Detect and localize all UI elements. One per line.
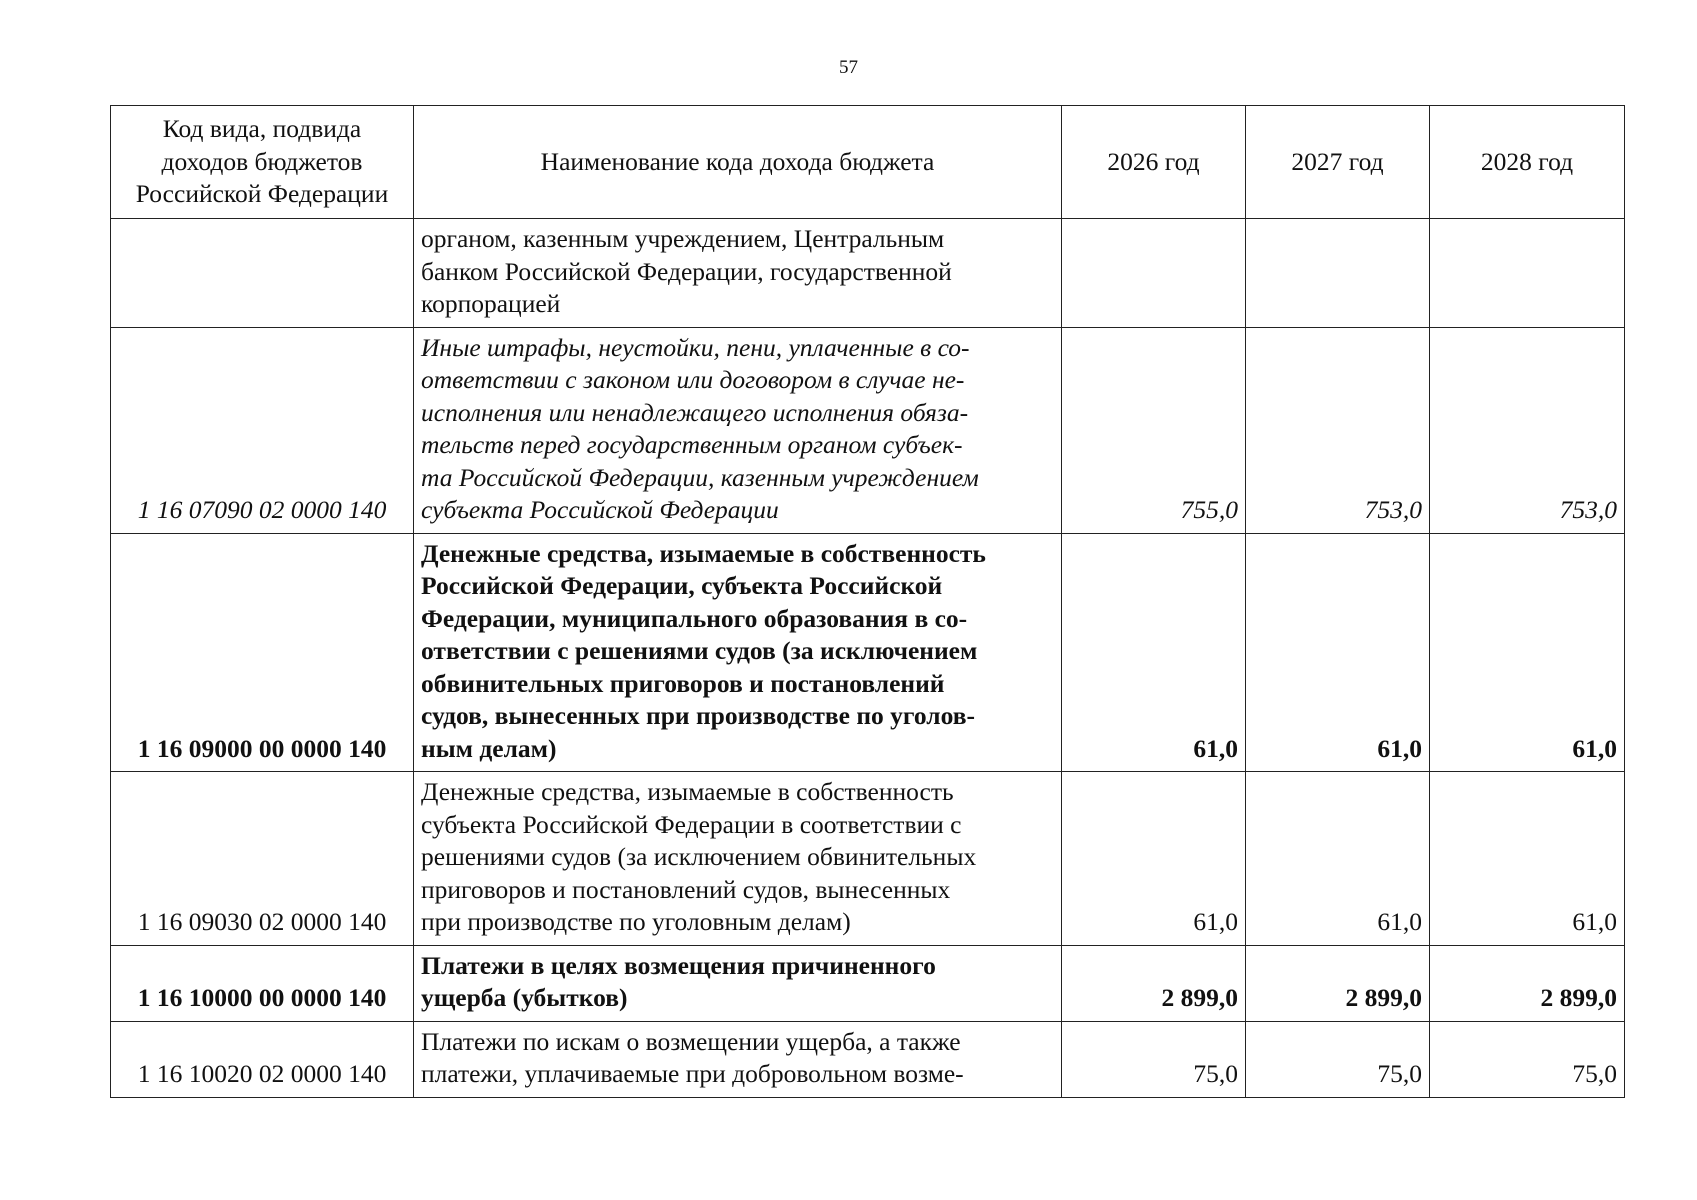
table-body — [111, 219, 1625, 1098]
header-year-2027: 2027 год — [1246, 106, 1430, 219]
header-code-line: Код вида, подвида — [162, 114, 362, 144]
table-row — [111, 945, 1625, 1021]
revenue-name-line: органом, казенным учреждением, Центральным — [421, 224, 945, 253]
revenue-name-line: Денежные средства, изымаемые в собственность — [421, 538, 986, 568]
cell-amount-2026: 61,0 — [1062, 533, 1246, 772]
revenue-name-line: Иные штрафы, неустойки, пени, уплаченные в со- — [421, 332, 970, 362]
revenue-name-line: Денежные средства, изымаемые в собственность — [421, 777, 954, 806]
header-code — [111, 106, 414, 219]
header-year-2026: 2026 год — [1062, 106, 1246, 219]
cell-revenue-name — [414, 533, 1062, 772]
table-row — [111, 1021, 1625, 1097]
cell-amount-2026: 75,0 — [1062, 1021, 1246, 1097]
revenue-name-line: ным делам) — [421, 733, 557, 763]
cell-amount-2028: 61,0 — [1430, 533, 1625, 772]
cell-amount-2026: 2 899,0 — [1062, 945, 1246, 1021]
table-row — [111, 219, 1625, 328]
cell-revenue-name — [414, 772, 1062, 946]
cell-amount-2028: 753,0 — [1430, 327, 1625, 533]
revenue-name-line: банком Российской Федерации, государственной — [421, 256, 952, 286]
cell-amount-2026: 61,0 — [1062, 772, 1246, 946]
cell-revenue-code: 1 16 07090 02 0000 140 — [111, 327, 414, 533]
page-number: 57 — [839, 57, 858, 78]
budget-revenue-table — [110, 105, 1625, 1098]
revenue-name-line: ущерба (убытков) — [421, 983, 628, 1012]
revenue-name-line: ответствии с законом или договором в случае не- — [421, 365, 965, 394]
revenue-name-line: приговоров и постановлений судов, вынесенных — [421, 874, 951, 904]
revenue-name-line: Платежи по искам о возмещении ущерба, а также — [421, 1026, 961, 1056]
revenue-name-line: субъекта Российской Федерации — [421, 495, 779, 524]
cell-revenue-name — [414, 327, 1062, 533]
cell-amount-2027: 2 899,0 — [1246, 945, 1430, 1021]
revenue-name-line: корпорацией — [421, 289, 561, 318]
cell-revenue-code — [111, 219, 414, 328]
cell-amount-2028: 2 899,0 — [1430, 945, 1625, 1021]
cell-amount-2027: 61,0 — [1246, 772, 1430, 946]
cell-amount-2027: 61,0 — [1246, 533, 1430, 772]
cell-revenue-code: 1 16 10000 00 0000 140 — [111, 945, 414, 1021]
cell-amount-2028: 75,0 — [1430, 1021, 1625, 1097]
cell-revenue-code: 1 16 10020 02 0000 140 — [111, 1021, 414, 1097]
revenue-name-line: обвинительных приговоров и постановлений — [421, 668, 945, 698]
revenue-name-line: исполнения или ненадлежащего исполнения обяза- — [421, 397, 969, 427]
cell-revenue-name — [414, 219, 1062, 328]
table-row — [111, 533, 1625, 772]
revenue-name-line: судов, вынесенных при производстве по уголов- — [421, 701, 975, 730]
cell-revenue-code: 1 16 09030 02 0000 140 — [111, 772, 414, 946]
revenue-name-line: платежи, уплачиваемые при добровольном возме- — [421, 1059, 964, 1088]
table-row — [111, 772, 1625, 946]
cell-amount-2026 — [1062, 219, 1246, 328]
header-code-line: доходов бюджетов — [161, 146, 363, 176]
header-name: Наименование кода дохода бюджета — [414, 106, 1062, 219]
cell-amount-2028 — [1430, 219, 1625, 328]
revenue-name-line: Федерации, муниципального образования в со- — [421, 603, 968, 633]
cell-revenue-name — [414, 945, 1062, 1021]
revenue-name-line: Платежи в целях возмещения причиненного — [421, 950, 936, 980]
table-row — [111, 327, 1625, 533]
cell-revenue-code: 1 16 09000 00 0000 140 — [111, 533, 414, 772]
cell-amount-2027: 75,0 — [1246, 1021, 1430, 1097]
cell-amount-2027: 753,0 — [1246, 327, 1430, 533]
revenue-name-line: субъекта Российской Федерации в соответствии с — [421, 809, 962, 839]
cell-revenue-name — [414, 1021, 1062, 1097]
revenue-name-line: Российской Федерации, субъекта Российской — [421, 571, 943, 600]
cell-amount-2027 — [1246, 219, 1430, 328]
revenue-name-line: решениями судов (за исключением обвинительных — [421, 842, 977, 871]
cell-amount-2028: 61,0 — [1430, 772, 1625, 946]
header-year-2028: 2028 год — [1430, 106, 1625, 219]
table-header-row — [111, 106, 1625, 219]
revenue-name-line: тельств перед государственным органом субъек- — [421, 430, 963, 459]
header-code-line: Российской Федерации — [135, 179, 389, 209]
revenue-name-line: та Российской Федерации, казенным учреждением — [421, 462, 979, 492]
cell-amount-2026: 755,0 — [1062, 327, 1246, 533]
revenue-name-line: ответствии с решениями судов (за исключением — [421, 636, 978, 665]
revenue-name-line: при производстве по уголовным делам) — [421, 907, 851, 936]
